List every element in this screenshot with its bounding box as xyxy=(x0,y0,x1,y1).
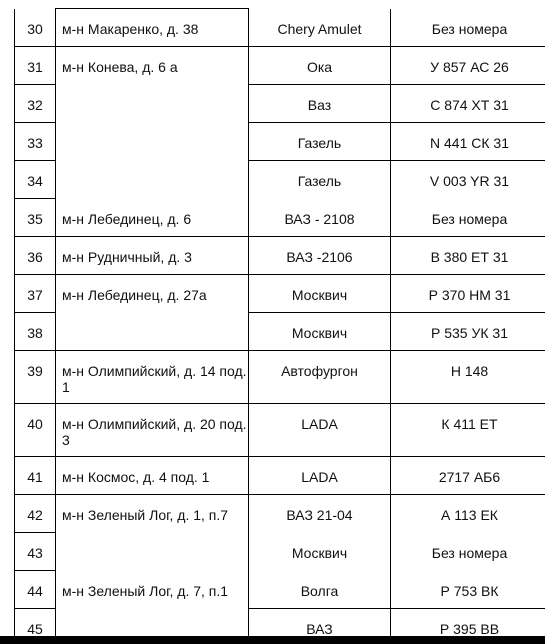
row-number: 40 xyxy=(27,416,43,432)
row-number: 39 xyxy=(27,363,43,379)
row-plate: У 857 АС 26 xyxy=(430,59,509,75)
address-cell xyxy=(56,457,249,495)
row-number-cell xyxy=(15,275,56,313)
address-cell xyxy=(56,533,249,571)
row-plate: Н 148 xyxy=(450,363,489,379)
car-model-cell xyxy=(249,495,391,533)
plate-cell xyxy=(391,457,545,495)
table-row xyxy=(15,199,545,237)
plate-cell xyxy=(391,351,545,404)
row-number: 34 xyxy=(27,173,43,189)
row-car-model: ВАЗ - 2108 xyxy=(284,210,355,227)
plate-cell xyxy=(391,533,545,571)
row-car-model: ВАЗ -2106 xyxy=(286,249,353,265)
row-car-model: Москвич xyxy=(291,325,348,341)
table-row xyxy=(15,237,545,275)
address-cell xyxy=(56,237,249,275)
car-model-cell xyxy=(249,199,391,237)
row-number-cell xyxy=(15,609,56,637)
address-cell xyxy=(56,571,249,609)
address-cell xyxy=(56,609,249,637)
row-number-cell xyxy=(15,9,56,47)
plate-cell xyxy=(391,275,545,313)
table-row xyxy=(15,351,545,404)
car-model-cell xyxy=(249,457,391,495)
row-plate: С 874 ХТ 31 xyxy=(430,97,509,113)
vehicle-table xyxy=(14,8,545,636)
address-cell xyxy=(56,404,249,457)
address-cell xyxy=(56,85,249,123)
row-plate: Р 753 ВК xyxy=(440,582,499,599)
row-number: 44 xyxy=(27,583,43,599)
plate-cell xyxy=(391,199,545,237)
table-row xyxy=(15,47,545,85)
row-number: 35 xyxy=(27,211,43,227)
row-car-model: Газель xyxy=(297,135,342,151)
table-row xyxy=(15,404,545,457)
row-plate: 2717 АБ6 xyxy=(438,469,501,485)
row-car-model: Москвич xyxy=(291,544,348,561)
row-number-cell xyxy=(15,495,56,533)
plate-cell xyxy=(391,404,545,457)
row-car-model: ВАЗ 21-04 xyxy=(286,507,353,523)
plate-cell xyxy=(391,609,545,637)
row-number-cell xyxy=(15,404,56,457)
plate-cell xyxy=(391,313,545,351)
row-plate: N 441 СК 31 xyxy=(430,135,509,151)
bottom-edge-bar xyxy=(0,636,545,644)
table-row xyxy=(15,85,545,123)
row-address xyxy=(62,609,248,621)
car-model-cell xyxy=(249,9,391,47)
plate-cell xyxy=(391,495,545,533)
plate-cell xyxy=(391,161,545,199)
row-car-model: ВАЗ xyxy=(306,621,333,636)
table-row xyxy=(15,275,545,313)
row-plate: В 380 ЕТ 31 xyxy=(430,249,509,265)
row-number: 32 xyxy=(27,97,43,113)
table-row xyxy=(15,123,545,161)
row-plate: V 003 YR 31 xyxy=(429,173,510,189)
car-model-cell xyxy=(249,571,391,609)
row-number: 36 xyxy=(27,249,43,265)
row-car-model: Автофургон xyxy=(281,363,358,379)
row-number-cell xyxy=(15,199,56,237)
address-cell xyxy=(56,495,249,533)
row-number: 30 xyxy=(27,20,43,37)
row-number-cell xyxy=(15,123,56,161)
row-number-cell xyxy=(15,351,56,404)
car-model-cell xyxy=(249,533,391,571)
car-model-cell xyxy=(249,161,391,199)
row-plate: Р 535 УК 31 xyxy=(431,325,508,341)
plate-cell xyxy=(391,571,545,609)
row-plate: А 113 ЕК xyxy=(441,507,498,523)
table-row xyxy=(15,609,545,637)
row-address: м-н Рудничный, д. 3 xyxy=(62,249,192,265)
row-address: м-н Макаренко, д. 38 xyxy=(62,21,199,37)
row-address xyxy=(62,313,248,325)
row-car-model: Москвич xyxy=(291,287,348,303)
row-number-cell xyxy=(15,47,56,85)
row-plate: Без номера xyxy=(431,544,508,561)
row-number: 31 xyxy=(27,59,43,75)
row-plate: К 411 ЕТ xyxy=(441,416,498,432)
row-address xyxy=(62,161,248,173)
car-model-cell xyxy=(249,85,391,123)
row-address: м-н Зеленый Лог, д. 1, п.7 xyxy=(62,507,229,523)
row-number: 41 xyxy=(27,469,43,485)
row-number-cell xyxy=(15,571,56,609)
car-model-cell xyxy=(249,404,391,457)
plate-cell xyxy=(391,85,545,123)
row-number: 38 xyxy=(27,325,43,341)
table-row xyxy=(15,161,545,199)
plate-cell xyxy=(391,47,545,85)
plate-cell xyxy=(391,123,545,161)
row-car-model: LADA xyxy=(301,416,338,432)
car-model-cell xyxy=(249,237,391,275)
row-plate: Р 395 ВВ xyxy=(439,621,500,636)
address-cell xyxy=(56,199,249,237)
table-row xyxy=(15,9,545,47)
row-address: м-н Олимпийский, д. 20 под. 3 xyxy=(62,416,247,448)
address-cell xyxy=(56,9,249,47)
car-model-cell xyxy=(249,275,391,313)
row-car-model: Газель xyxy=(297,173,342,189)
row-number-cell xyxy=(15,237,56,275)
row-address: м-н Зеленый Лог, д. 7, п.1 xyxy=(62,582,229,599)
plate-cell xyxy=(391,9,545,47)
row-number-cell xyxy=(15,313,56,351)
row-number: 37 xyxy=(27,287,43,303)
address-cell xyxy=(56,123,249,161)
address-cell xyxy=(56,161,249,199)
car-model-cell xyxy=(249,47,391,85)
row-number: 45 xyxy=(27,621,43,636)
address-cell xyxy=(56,47,249,85)
row-car-model: LADA xyxy=(301,469,338,485)
row-address: м-н Космос, д. 4 под. 1 xyxy=(62,469,210,485)
row-address xyxy=(62,123,248,135)
row-number-cell xyxy=(15,85,56,123)
row-car-model: Chery Amulet xyxy=(277,20,362,37)
address-cell xyxy=(56,275,249,313)
car-model-cell xyxy=(249,351,391,404)
row-number-cell xyxy=(15,533,56,571)
table-row xyxy=(15,457,545,495)
row-address: м-н Конева, д. 6 а xyxy=(62,59,178,75)
table-row xyxy=(15,313,545,351)
row-address: м-н Олимпийский, д. 14 под. 1 xyxy=(62,363,247,395)
row-address xyxy=(62,533,248,545)
row-car-model: Волга xyxy=(300,582,339,599)
car-model-cell xyxy=(249,313,391,351)
row-number: 33 xyxy=(27,135,43,151)
table-row xyxy=(15,495,545,533)
plate-cell xyxy=(391,237,545,275)
row-address: м-н Лебединец, д. 6 xyxy=(62,210,192,227)
row-number: 42 xyxy=(27,507,43,523)
address-cell xyxy=(56,313,249,351)
table-row xyxy=(15,571,545,609)
row-number-cell xyxy=(15,457,56,495)
row-number-cell xyxy=(15,161,56,199)
row-address xyxy=(62,85,248,97)
row-car-model: Ока xyxy=(306,59,333,75)
table-row xyxy=(15,533,545,571)
row-address: м-н Лебединец, д. 27а xyxy=(62,287,207,303)
row-plate: Р 370 НМ 31 xyxy=(428,287,511,303)
car-model-cell xyxy=(249,123,391,161)
row-plate: Без номера xyxy=(431,20,508,37)
car-model-cell xyxy=(249,609,391,637)
row-number: 43 xyxy=(27,545,43,561)
row-car-model: Ваз xyxy=(307,97,332,113)
address-cell xyxy=(56,351,249,404)
row-plate: Без номера xyxy=(431,210,508,227)
